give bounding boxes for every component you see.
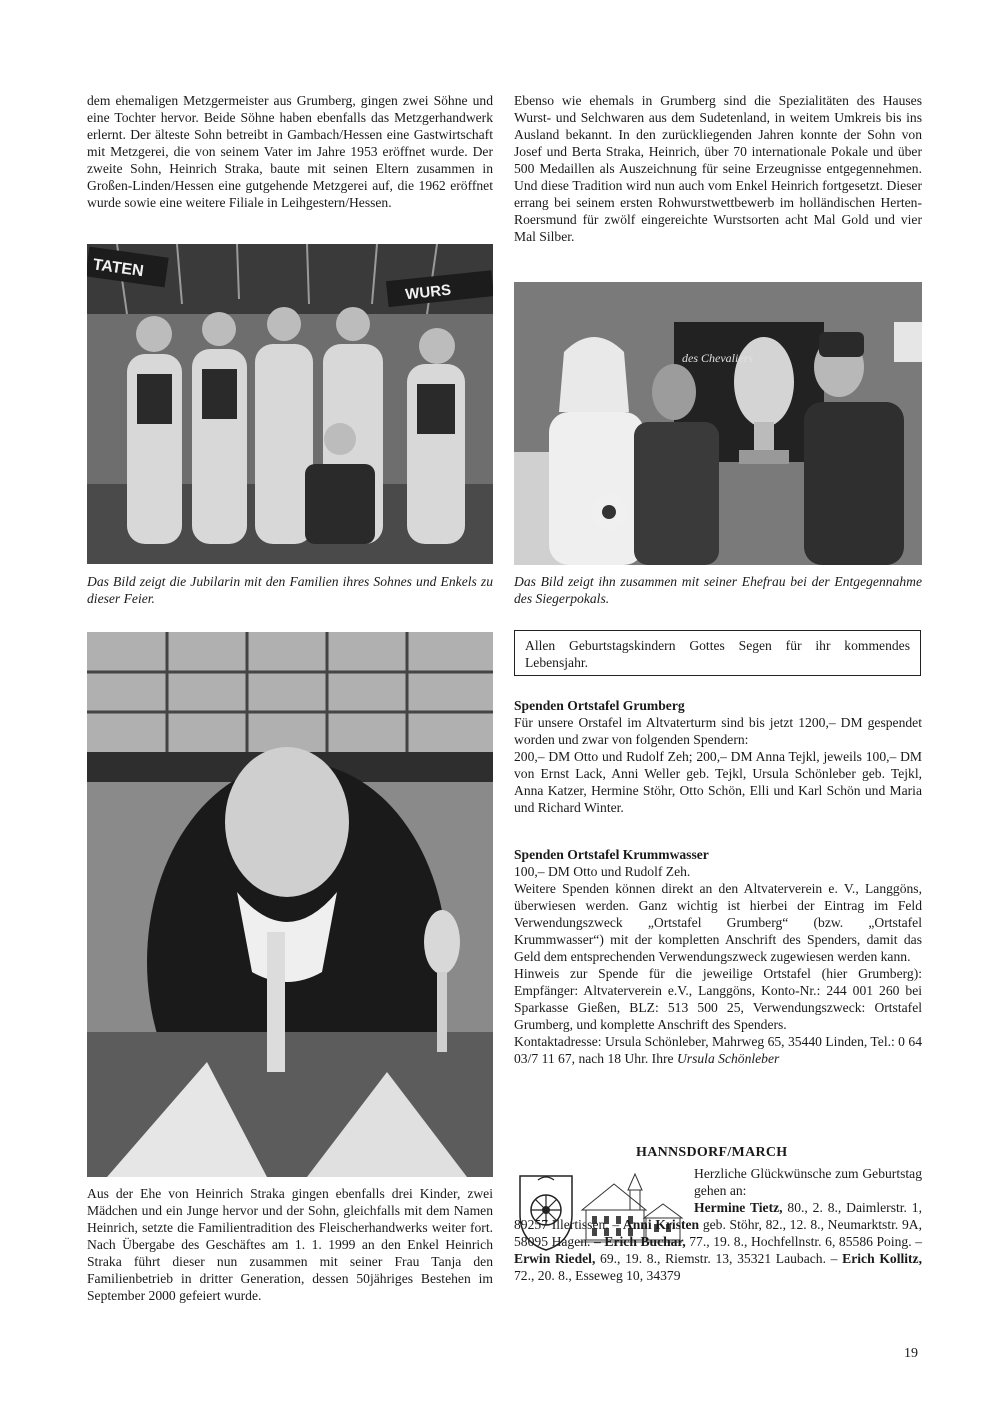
spenden-krummwasser-title: Spenden Ortstafel Krummwasser <box>514 847 709 862</box>
hannsdorf-intro: Herzliche Glückwünsche zum Geburtstag gehen an: <box>694 1166 922 1198</box>
contact-address: Kontaktadresse: Ursula Schönleber, Mahrweg 65, 35440 Linden, Tel.: 0 64 03/7 11 67, nach 18 Uhr. Ihre Ursula Schönleber <box>514 1034 922 1066</box>
birthday-list <box>514 1199 922 1284</box>
right-intro-block <box>514 92 922 245</box>
entry-detail-3: 77., 19. 8., Hochfellnstr. 6, 85586 Poing. – <box>685 1234 922 1249</box>
entry-detail-5: 72., 20. 8., Esseweg 10, 34379 <box>514 1268 681 1283</box>
caption-trophy-photo: Das Bild zeigt ihn zusammen mit seiner Ehefrau bei der Entgegennahme des Siegerpokals. <box>514 574 922 606</box>
hannsdorf-entries <box>514 1199 922 1284</box>
hannsdorf-title: HANNSDORF/MARCH <box>636 1145 788 1160</box>
left-intro-text: dem ehemaligen Metzgermeister aus Grumberg, gingen zwei Söhne und eine Tochter hervor. Beide Söhne haben ebenfalls das Metzgerhandwerk erlernt. Der älteste Sohn betreibt in Gambach/Hessen eine Gastwirtschaft mit Metzgerei, die von seinem Vater im Jahre 1953 eröffnet wurde. Der zweite Sohn, Heinrich Straka, baute mit seinen Eltern zusammen in Großen-Linden/Hessen eine gutgehende Metzgerei auf, die 1962 eröffnet wurde sowie eine weitere Filiale in Leihgestern/Hessen. <box>87 93 493 210</box>
caption-family-photo: Das Bild zeigt die Jubilarin mit den Familien ihres Sohnes und Enkels zu dieser Feier. <box>87 574 493 606</box>
spenden-grumberg-block <box>514 697 922 816</box>
spenden-krummwasser-p2: Weitere Spenden können direkt an den Altvaterverein e. V., Langgöns, überwiesen werden. Ganz wichtig ist hierbei der Eintrag im Feld Verwendungszweck „Ortstafel Grumberg“ (bzw. „Ortstafel Krummwasser“) mit der kompletten Anschrift des Spenders, damit das Geld dem entsprechenden Verwendungszweck zugewiesen werden kann. <box>514 881 922 964</box>
trophy-photo <box>514 282 922 565</box>
spenden-krummwasser-p1: 100,– DM Otto und Rudolf Zeh. <box>514 864 691 879</box>
trophy-photo-illustration <box>514 282 922 565</box>
entry-detail-1: 80., 2. 8., Daimlerstr. 1, 89257 Illertissen. – <box>514 1200 922 1232</box>
spenden-grumberg-p1: Für unsere Orstafel im Altvaterturm sind bis jetzt 1200,– DM gespendet worden und zwar von folgenden Spendern: <box>514 715 922 747</box>
jubilarin-photo-illustration <box>87 632 493 1177</box>
entry-detail-4: 69., 19. 8., Riemstr. 13, 35321 Laubach. – <box>595 1251 843 1266</box>
page-number: 19 <box>904 1346 918 1361</box>
spenden-krummwasser-block <box>514 846 922 1067</box>
left-bottom-text: Aus der Ehe von Heinrich Straka gingen ebenfalls drei Kinder, zwei Mädchen und ein Junge hervor und der Sohn, gleichfalls mit dem Namen Heinrich, setzte die Familientradition des Fleischerhandwerks weiter fort. Nach Übergabe des Geschäftes am 1. 1. 1999 an den Enkel Heinrich Straka führt dieser nun zusammen mit seiner Frau Tanja den Familienbetrieb in dritter Generation, dessen 50jähriges Bestehen im September 2000 gefeiert wurde. <box>87 1186 493 1303</box>
entry-name-5: Erich Kollitz, <box>842 1251 922 1266</box>
family-photo <box>87 244 493 564</box>
blessing-text: Allen Geburtstagskindern Gottes Segen für ihr kommendes Lebensjahr. <box>525 638 910 670</box>
left-intro-block <box>87 92 493 211</box>
spenden-grumberg-title: Spenden Ortstafel Grumberg <box>514 698 685 713</box>
spenden-grumberg-p2: 200,– DM Otto und Rudolf Zeh; 200,– DM Anna Tejkl, jeweils 100,– DM von Ernst Lack, Anni Weller geb. Tejkl, Ursula Schönleber geb. Tejkl, Anna Katzer, Hermine Stöhr, Otto Schön, Elli und Karl Schön und Maria und Richard Winter. <box>514 749 922 815</box>
entry-name-4: Erwin Riedel, <box>514 1251 596 1266</box>
jubilarin-photo <box>87 632 493 1177</box>
entry-detail-2: geb. Stöhr, 82., 12. 8., Neumarktstr. 9A, 58095 Hagen. – <box>514 1217 922 1249</box>
sign-left-text: TATEN <box>91 256 145 281</box>
blessing-box <box>514 630 921 676</box>
spenden-krummwasser-p3: Hinweis zur Spende für die jeweilige Ortstafel (hier Grumberg): Empfänger: Altvaterverein e.V., Langgöns, Konto-Nr.: 244 001 260 bei Sparkasse Gießen, BLZ: 513 500 25, Verwendungszweck: Ortstafel Grumberg, und komplette Anschrift des Spenders. <box>514 966 922 1032</box>
contact-signature: Ursula Schönleber <box>676 1051 780 1066</box>
entry-name-3: Erich Buchar, <box>604 1234 686 1249</box>
right-intro-text: Ebenso wie ehemals in Grumberg sind die Spezialitäten des Hauses Wurst- und Selchwaren aus dem Sudetenland, in weitem Umkreis bis ins Ausland bekannt. In den zurückliegenden Jahren konnte der Sohn von Josef und Berta Straka, Heinrich, über 70 internationale Pokale und über 500 Medaillen als Auszeichnung für seine Erzeugnisse entgegennehmen. Und diese Tradition wird nun auch vom Enkel Heinrich fortgesetzt. Dieser errang bei seinem ersten Rohwurstwettbewerb im holländischen Herten-Roersmund für zwölf eingereichte Wurstsorten acht Mal Gold und vier Mal Silber. <box>514 93 922 244</box>
hannsdorf-text-top <box>694 1165 922 1199</box>
entry-name-2: Anni Kristen <box>622 1217 700 1232</box>
entry-name-1: Hermine Tietz, <box>694 1200 783 1215</box>
family-photo-illustration <box>87 244 493 564</box>
sign-right-text: WURS <box>404 281 452 304</box>
trophy-sign-text: des Chevaliers <box>682 351 753 365</box>
left-bottom-block <box>87 1185 493 1304</box>
